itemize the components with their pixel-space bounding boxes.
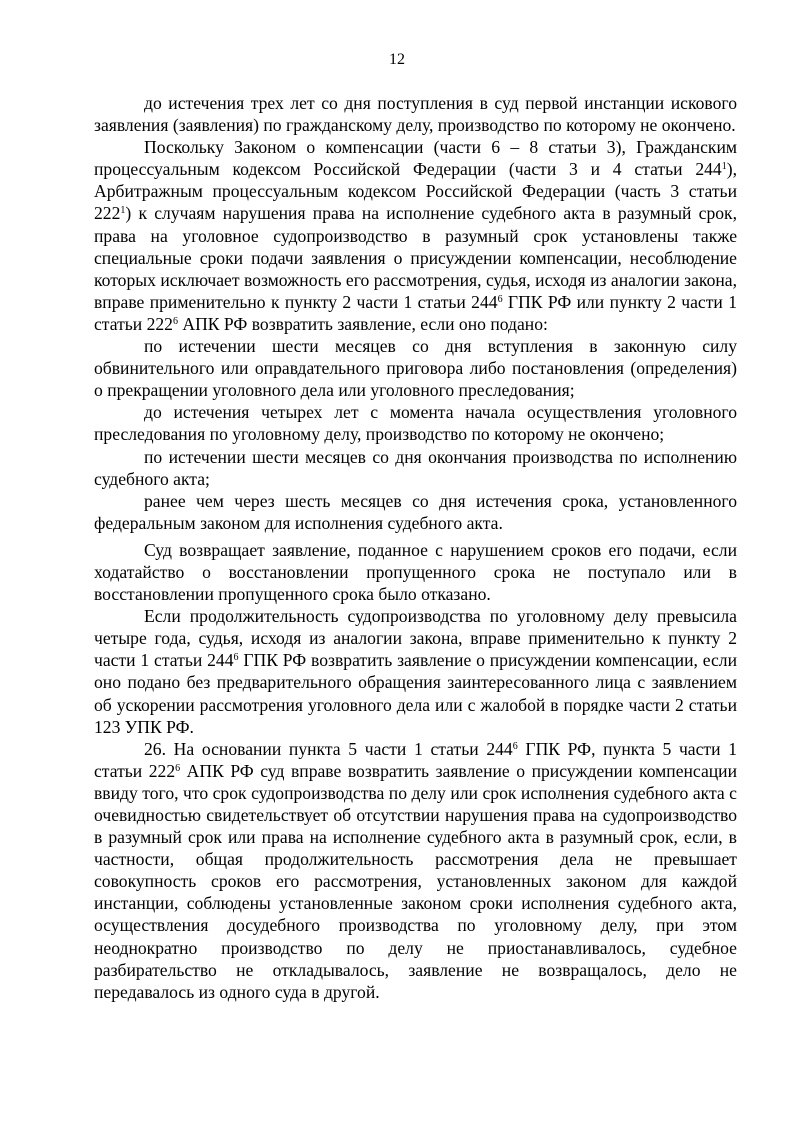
superscript-index: 6 [233,652,239,664]
paragraph-return-rule [94,539,737,605]
text-run: ГПК РФ, пункта 5 части 1 статьи 222 [94,738,737,781]
text-run: АПК РФ возвратить заявление, если оно подано: [177,313,548,334]
paragraph-item-26 [94,738,737,1003]
superscript-index: 6 [497,293,503,305]
superscript-index: 1 [721,161,727,173]
text-run: 26. На основании пункта 5 части 1 статьи 244 [144,738,513,759]
text-run: Поскольку Законом о компенсации (части 6 – 8 статьи 3), Гражданским процессуальным кодексом Российской Федерации (части 3 и 4 статьи 244 [94,137,737,180]
text-run: ранее чем через шесть месяцев со дня истечения срока, установленного федеральным законом для исполнения судебного акта. [94,490,737,533]
list-item-enforcement-end [94,446,737,490]
text-run: ГПК РФ возвратить заявление о присуждении компенсации, если оно подано без предварительного обращения заинтересованного лица с заявлением об ускорении рассмотрения уголовного дела или с жалобой в порядке части 2 статьи 123 УПК РФ. [94,650,737,737]
text-run: ГПК РФ или пункту 2 части 1 статьи 222 [94,291,737,334]
text-run: ) к случаям нарушения права на исполнение судебного акта в разумный срок, права на уголовное судопроизводство в разумный срок установлены также специальные сроки подачи заявления о присуждении компенсации, несоблюдение которых исключает возможность его рассмотрения, судья, исходя из аналогии закона, вправе применительно к пункту 2 части 1 статьи 244 [94,203,737,312]
superscript-index: 6 [512,740,518,752]
text-run: до истечения трех лет со дня поступления в суд первой инстанции искового заявления (заявления) по гражданскому делу, производство по которому не окончено. [94,93,737,136]
text-run: Суд возвращает заявление, поданное с нарушением сроков его подачи, если ходатайство о восстановлении пропущенного срока не поступало или в восстановлении пропущенного срока было отказано. [94,539,737,605]
list-item-sentence-deadline [94,335,737,401]
superscript-index: 6 [175,762,181,774]
text-run: ), Арбитражным процессуальным кодексом Российской Федерации (часть 3 статьи 222 [94,159,737,224]
superscript-index: 1 [120,205,126,217]
paragraph-continuation [94,92,737,136]
paragraph-four-years [94,605,737,738]
text-run: по истечении шести месяцев со дня окончания производства по исполнению судебного акта; [94,446,737,489]
text-run: АПК РФ суд вправе возвратить заявление о присуждении компенсации ввиду того, что срок судопроизводства по делу или срок исполнения судебного акта с очевидностью свидетельствует об отсутствии нарушения права на судопроизводство в разумный срок или права на исполнение судебного акта в разумный срок, если, в частности, общая продолжительность рассмотрения дела не превышает совокупность сроков его рассмотрения, установленных законом для каждой инстанции, соблюдены установленные законом сроки исполнения судебного акта, осуществления досудебного производства по уголовному делу, при этом неоднократно производство по делу не приостанавливалось, судебное разбирательство не откладывалось, заявление не возвращалось, дело не передавалось из одного суда в другой. [94,760,738,1002]
list-item-prosecution-deadline [94,401,737,445]
text-run: Если продолжительность судопроизводства по уголовному делу превысила четыре года, судья, исходя из аналогии закона, вправе применительно к пункту 2 части 1 статьи 244 [94,606,737,671]
page-number: 12 [389,51,405,68]
document-body [94,92,737,1003]
list-item-enforcement-term [94,490,737,534]
text-run: до истечения четырех лет с момента начала осуществления уголовного преследования по уголовному делу, производство по которому не окончено; [94,402,737,445]
superscript-index: 6 [172,315,178,327]
text-run: по истечении шести месяцев со дня вступления в законную силу обвинительного или оправдательного приговора либо постановления (определения) о прекращении уголовного дела или уголовного преследования; [94,336,737,401]
paragraph-deadlines-intro [94,136,737,335]
